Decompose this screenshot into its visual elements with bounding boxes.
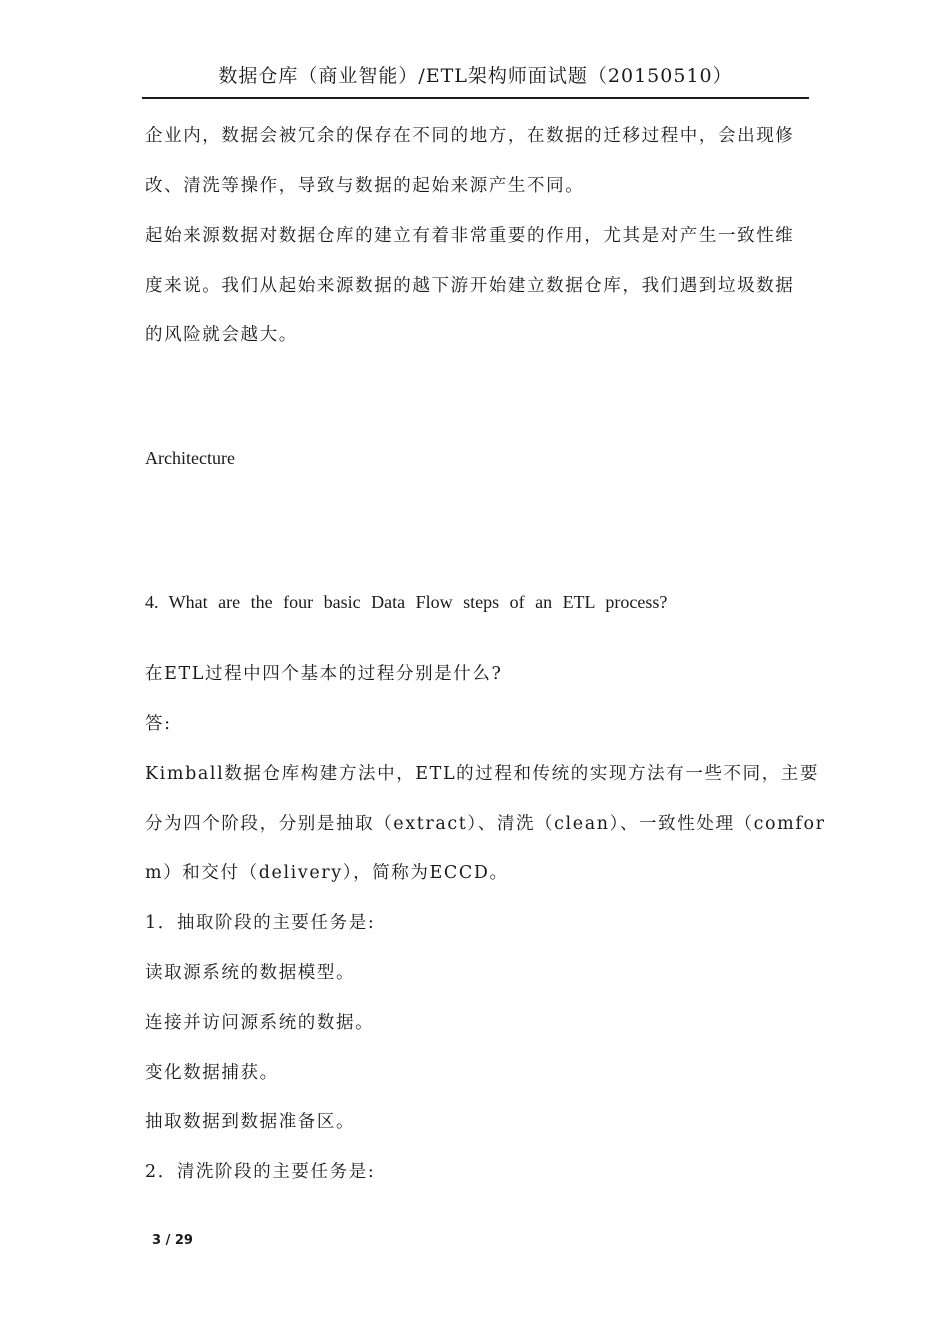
- body-paragraph-line: 企业内，数据会被冗余的保存在不同的地方，在数据的迁移过程中，会出现修: [145, 126, 795, 146]
- list-item: 连接并访问源系统的数据。: [145, 1013, 375, 1033]
- question-heading: 4. What are the four basic Data Flow steps of an ETL process?: [145, 592, 668, 612]
- list-item: 抽取数据到数据准备区。: [145, 1112, 356, 1132]
- answer-paragraph-line: Kimball数据仓库构建方法中，ETL的过程和传统的实现方法有一些不同，主要: [145, 764, 820, 784]
- page-header-title: 数据仓库（商业智能）/ETL架构师面试题（20150510）: [218, 65, 733, 87]
- body-paragraph-line: 改、清洗等操作，导致与数据的起始来源产生不同。: [145, 176, 585, 196]
- body-paragraph-line: 度来说。我们从起始来源数据的越下游开始建立数据仓库，我们遇到垃圾数据: [145, 276, 795, 296]
- body-paragraph-line: 起始来源数据对数据仓库的建立有着非常重要的作用，尤其是对产生一致性维: [145, 226, 795, 246]
- question-translation: 在ETL过程中四个基本的过程分别是什么?: [145, 664, 503, 684]
- section-heading-architecture: Architecture: [145, 448, 235, 468]
- page-number: 3 / 29: [152, 1233, 193, 1248]
- list-item: 变化数据捕获。: [145, 1063, 279, 1083]
- answer-paragraph-line: m）和交付（delivery），简称为ECCD。: [145, 863, 509, 883]
- header-divider: [142, 97, 809, 99]
- body-paragraph-line: 的风险就会越大。: [145, 325, 298, 345]
- answer-label: 答:: [145, 714, 172, 734]
- list-item: 读取源系统的数据模型。: [145, 963, 356, 983]
- list-heading-extract: 1．抽取阶段的主要任务是:: [145, 913, 376, 933]
- list-heading-clean: 2．清洗阶段的主要任务是:: [145, 1162, 376, 1182]
- answer-paragraph-line: 分为四个阶段，分别是抽取（extract）、清洗（clean）、一致性处理（comfor: [145, 814, 826, 834]
